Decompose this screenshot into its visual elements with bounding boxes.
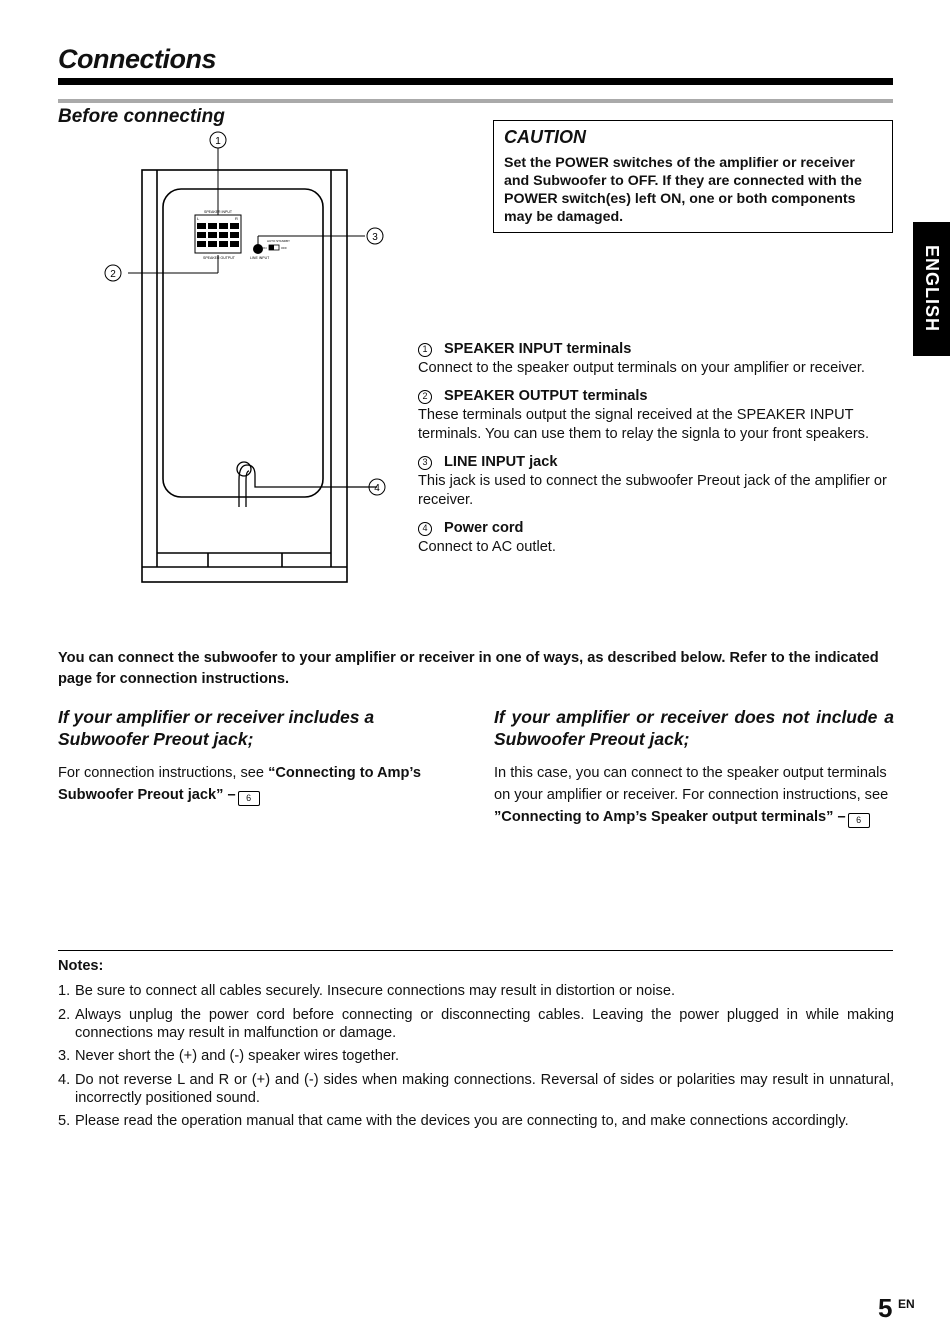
line-input-label: LINE INPUT — [250, 256, 270, 260]
component-item — [418, 519, 894, 557]
item-number: 2 — [418, 390, 432, 404]
notes-heading: Notes: — [58, 958, 104, 974]
caution-title: CAUTION — [504, 127, 586, 147]
note-text: Be sure to connect all cables securely. Insecure connections may result in distortion or noise. — [75, 983, 675, 999]
title-rule — [58, 78, 893, 85]
callout-1-number: 1 — [215, 136, 221, 147]
speaker-output-page-ref: 6 — [856, 815, 862, 825]
preout-text-bold: “Connecting to Amp’s Subwoofer Preout jack” — [58, 765, 422, 803]
preout-heading: If your amplifier or receiver includes a Subwoofer Preout jack; — [58, 707, 375, 749]
arrow-icon: – — [227, 787, 236, 803]
item-text: This jack is used to connect the subwoofer Preout jack of the amplifier or receiver. — [418, 473, 887, 508]
preout-column — [58, 706, 458, 806]
note-number: 4. — [58, 1071, 71, 1088]
note-number: 3. — [58, 1048, 71, 1064]
cabinet-outline — [142, 170, 347, 582]
note-text: Always unplug the power cord before connecting or disconnecting cables. Leaving the power plugged in while making connections may result in malfunction or damage. — [75, 1006, 894, 1041]
notes-list — [58, 982, 894, 1136]
note-item — [58, 1112, 894, 1130]
note-item — [58, 1006, 894, 1042]
language-tab-label: ENGLISH — [922, 245, 942, 333]
speaker-output-text-plain: In this case, you can connect to the speaker output terminals on your amplifier or receiver. For connection instructions, see — [494, 765, 889, 803]
item-text: These terminals output the signal received at the SPEAKER INPUT terminals. You can use them to relay the signla to your front speakers. — [418, 407, 870, 442]
caution-text: Set the POWER switches of the amplifier or receiver and Subwoofer to OFF. If they are connected with the POWER switch(es) left ON, one or both components may be damaged. — [504, 155, 862, 225]
language-tab — [913, 222, 950, 356]
caution-box — [493, 120, 893, 233]
preout-page-ref: 6 — [246, 793, 252, 803]
note-text: Do not reverse L and R or (+) and (-) sides when making connections. Reversal of sides or polarities may result in unnatural, incorrectly positioned sound. — [75, 1071, 894, 1106]
note-text: Never short the (+) and (-) speaker wires together. — [75, 1048, 400, 1064]
note-number: 5. — [58, 1113, 71, 1129]
callout-3-number: 3 — [372, 232, 378, 243]
terminal-block — [195, 210, 241, 260]
component-item — [418, 453, 894, 510]
speaker-output-heading: If your amplifier or receiver does not include a Subwoofer Preout jack; — [494, 707, 894, 749]
preout-text — [58, 762, 458, 806]
speaker-output-text-bold: ”Connecting to Amp’s Speaker output terminals” — [494, 809, 838, 825]
component-item — [418, 340, 894, 378]
arrow-icon: – — [837, 809, 846, 825]
item-text: Connect to AC outlet. — [418, 539, 556, 555]
page-title: Connections — [58, 44, 217, 74]
section-title: Before connecting — [58, 106, 225, 127]
note-item — [58, 982, 894, 1000]
item-number: 1 — [418, 343, 432, 357]
component-item — [418, 387, 894, 444]
item-title: Power cord — [444, 520, 524, 536]
channel-l-label: L — [197, 216, 200, 221]
switch-on-label: ON — [262, 246, 267, 250]
component-list — [418, 340, 894, 566]
item-title: SPEAKER OUTPUT terminals — [444, 388, 648, 404]
item-title: LINE INPUT jack — [444, 454, 558, 470]
note-item — [58, 1071, 894, 1107]
section-rule — [58, 99, 893, 103]
book-icon[interactable] — [848, 813, 870, 828]
item-number: 4 — [418, 522, 432, 536]
channel-r-label: R — [235, 216, 238, 221]
item-title: SPEAKER INPUT terminals — [444, 341, 632, 357]
callout-2-number: 2 — [110, 269, 116, 280]
switch-off-label: OFF — [281, 246, 287, 250]
page-number: 5 — [878, 1293, 893, 1323]
book-icon[interactable] — [238, 791, 260, 806]
notes-rule — [58, 950, 893, 951]
power-cord — [237, 462, 377, 507]
note-text: Please read the operation manual that came with the devices you are connecting to, and make connections accordingly. — [75, 1113, 849, 1129]
item-text: Connect to the speaker output terminals on your amplifier or receiver. — [418, 360, 865, 376]
auto-standby-label: AUTO STANDBY — [267, 239, 291, 243]
page-language: EN — [898, 1297, 915, 1311]
speaker-output-column — [494, 706, 894, 828]
note-number: 2. — [58, 1006, 71, 1023]
line-input-group — [250, 239, 290, 260]
connection-intro: You can connect the subwoofer to your amplifier or receiver in one of ways, as described below. Refer to the indicated page for connection instructions. — [58, 650, 879, 687]
note-item — [58, 1047, 894, 1065]
note-number: 1. — [58, 983, 71, 999]
speaker-input-label: SPEAKER INPUT — [204, 210, 233, 214]
speaker-output-label: SPEAKER OUTPUT — [203, 256, 235, 260]
speaker-output-text — [494, 762, 894, 828]
rear-panel — [163, 189, 323, 497]
preout-text-plain: For connection instructions, see — [58, 765, 269, 781]
item-number: 3 — [418, 456, 432, 470]
callout-4-number: 4 — [374, 483, 380, 494]
subwoofer-rear-diagram — [95, 125, 405, 590]
